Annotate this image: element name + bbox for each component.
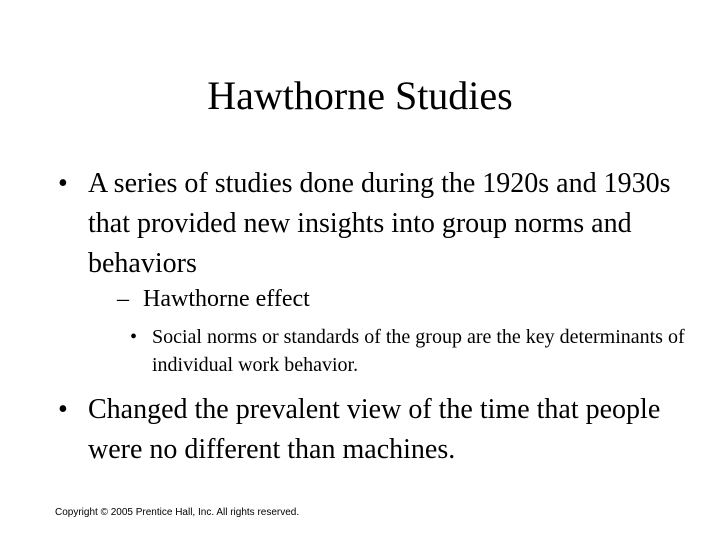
bullet-marker: •	[58, 394, 68, 425]
bullet-point-2	[58, 390, 698, 470]
bullet-marker: •	[130, 326, 138, 348]
bullet-point-1	[58, 164, 698, 284]
bullet-text: Changed the prevalent view of the time that people were no different than machines.	[88, 394, 661, 465]
sub-sub-bullet-text: Social norms or standards of the group are the key determinants of individual work behavior.	[152, 326, 685, 376]
sub-bullet-hawthorne-effect	[117, 282, 697, 316]
sub-sub-bullet-social-norms	[130, 323, 690, 379]
slide-title: Hawthorne Studies	[207, 73, 513, 118]
sub-bullet-text: Hawthorne effect	[143, 286, 310, 312]
dash-marker: –	[117, 286, 129, 312]
bullet-text: A series of studies done during the 1920s and 1930s that provided new insights into group norms and behaviors	[88, 168, 671, 279]
bullet-marker: •	[58, 168, 68, 199]
copyright-footer: Copyright © 2005 Prentice Hall, Inc. All rights reserved.	[55, 507, 300, 518]
